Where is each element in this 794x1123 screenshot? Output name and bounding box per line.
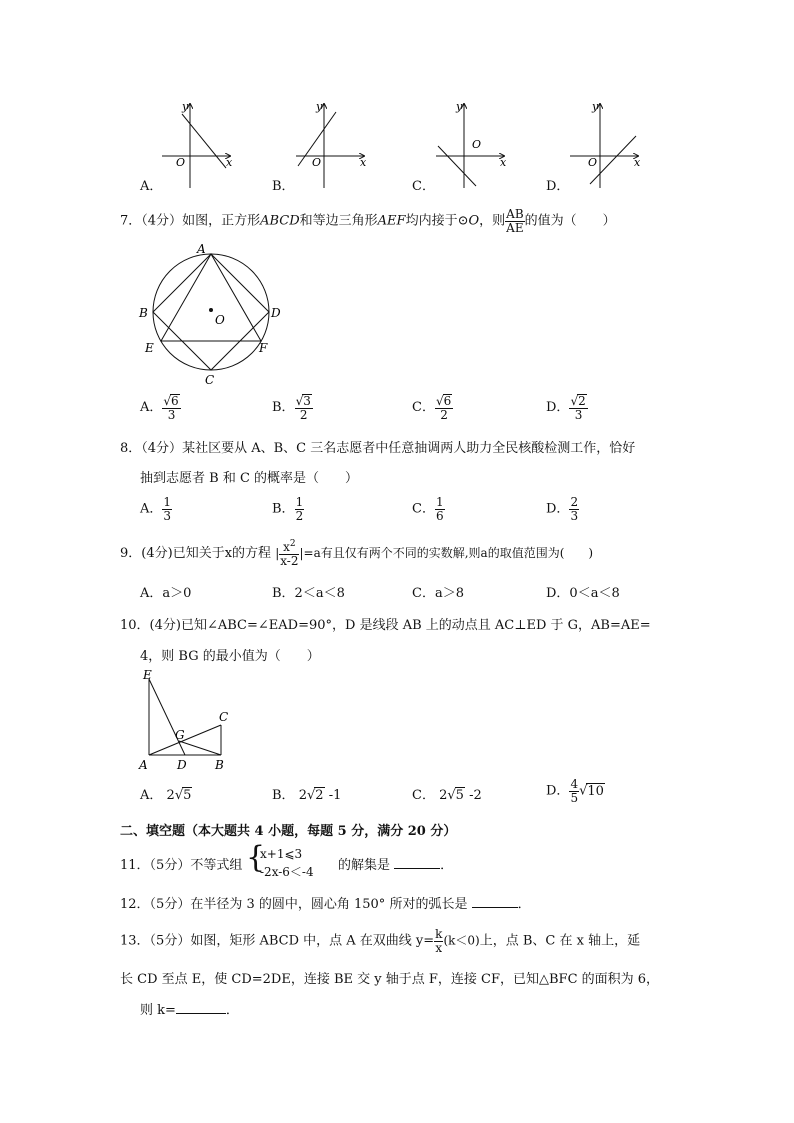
q7-question: 7．（4分）如图，正方形ABCD和等边三角形AEF均内接于⊙O，则 $\frac{AB}{AE}$ 的值为（ ） (120, 207, 616, 235)
q13-question-line3: 则 k= ． (140, 1003, 239, 1018)
q7-figure (135, 240, 285, 390)
q6-option-b: B． (272, 179, 295, 194)
q8-option-a: A． $\frac{1}{3}$ (140, 495, 172, 523)
q6-graph-c (436, 100, 507, 188)
q7-label-b: B (139, 306, 148, 320)
q7-label-a: A (197, 242, 206, 256)
q7-option-c: C． $\frac{√6}{2}$ (412, 394, 452, 422)
q6-graph-d (570, 100, 641, 188)
q12-answer-blank[interactable] (472, 907, 518, 908)
q11-system: x+1⩽3 -2x-6＜-4 (260, 847, 314, 879)
q6-option-c: C． (412, 179, 435, 194)
q13-question-line1: 13．（5分）如图，矩形 ABCD 中，点 A 在双曲线 y= $\frac{k}{x}$ (k＜0)上，点 B、C 在 x 轴上，延 (120, 927, 641, 955)
q6c-o: O (472, 138, 482, 151)
q13-question-line2: 长 CD 至点 E，使 CD=2DE，连接 BE 交 y 轴于点 F，连接 CF，已知△BFC 的面积为 6， (120, 972, 660, 987)
q13-answer-blank[interactable] (176, 1013, 226, 1014)
q6-option-d: D． (546, 179, 570, 194)
q7-option-b: B． $\frac{√3}{2}$ (272, 394, 311, 422)
q10-label-g: G (175, 728, 185, 742)
q11-answer-blank[interactable] (394, 868, 440, 869)
q9-option-b: B．2＜a＜8 (272, 586, 345, 601)
q6d-y: y (592, 100, 599, 113)
q10-option-d: D． $\frac{4}{5}$ √10 (546, 777, 604, 805)
q6-option-a: A． (140, 179, 163, 194)
q10-label-a: A (139, 758, 148, 772)
q6-graph-b (296, 100, 367, 188)
q9-option-c: C．a＞8 (412, 586, 464, 601)
q10-label-b: B (215, 758, 224, 772)
q7-option-d: D． $\frac{√2}{3}$ (546, 394, 586, 422)
q9-option-d: D．0＜a＜8 (546, 586, 620, 601)
q11-question: 11．（5分）不等式组 (120, 858, 243, 873)
q8-option-d: D． $\frac{2}{3}$ (546, 495, 579, 523)
q10-question-line1: 10．(4分)已知∠ABC=∠EAD=90°，D 是线段 AB 上的动点且 AC⊥ED 于 G，AB=AE= (120, 618, 651, 633)
q8-option-c: C． $\frac{1}{6}$ (412, 495, 444, 523)
q10-label-d: D (177, 758, 187, 772)
q10-option-b: B． 2√2 -1 (272, 788, 342, 803)
q6-graph-a (162, 100, 233, 188)
q6b-o: O (312, 156, 322, 169)
q6d-o: O (588, 156, 598, 169)
q9-abs-fraction: $\frac{x^2}{x-2}$ (280, 539, 299, 568)
q9-question: 9．(4分)已知关于x的方程 | $\frac{x^2}{x-2}$ |=a有且仅有两个不同的实数解,则a的取值范围为( ) (120, 539, 594, 568)
q7-option-a: A． $\frac{√6}{3}$ (140, 394, 179, 422)
q6d-x: x (634, 156, 641, 169)
q10-question-line2: 4，则 BG 的最小值为（ ） (140, 649, 320, 664)
q11-tail: 的解集是 ． (338, 858, 454, 873)
q10-option-c: C． 2√5 -2 (412, 788, 482, 803)
q12-question: 12．（5分）在半径为 3 的圆中，圆心角 150° 所对的弧长是 ． (120, 897, 531, 912)
q11-brace: { (246, 840, 266, 875)
q7-label-o: O (215, 313, 225, 327)
q7-fraction: $\frac{AB}{AE}$ (506, 207, 524, 235)
q7-label-f: F (259, 341, 268, 355)
q10-figure (135, 665, 245, 775)
q6b-y: y (316, 100, 323, 113)
q7-label-d: D (271, 306, 281, 320)
q8-question-line1: 8．（4分）某社区要从 A、B、C 三名志愿者中任意抽调两人助力全民核酸检测工作，恰好 (120, 441, 636, 456)
section-2-title: 二、填空题（本大题共 4 小题，每题 5 分，满分 20 分） (120, 824, 457, 839)
q6c-y: y (456, 100, 463, 113)
q6-graphs (130, 98, 650, 194)
q6b-x: x (360, 156, 367, 169)
q9-option-a: A．a＞0 (140, 586, 192, 601)
q10-option-a: A． 2√5 (140, 788, 192, 803)
q6a-y: y (182, 100, 189, 113)
q7-label-c: C (205, 373, 215, 387)
q7-label-e: E (145, 341, 154, 355)
q6a-o: O (176, 156, 186, 169)
q8-option-b: B． $\frac{1}{2}$ (272, 495, 304, 523)
q10-label-e: E (143, 668, 152, 682)
q6c-x: x (500, 156, 507, 169)
q8-question-line2: 抽到志愿者 B 和 C 的概率是（ ） (140, 471, 359, 486)
q6a-x: x (226, 156, 233, 169)
q10-label-c: C (219, 710, 229, 724)
